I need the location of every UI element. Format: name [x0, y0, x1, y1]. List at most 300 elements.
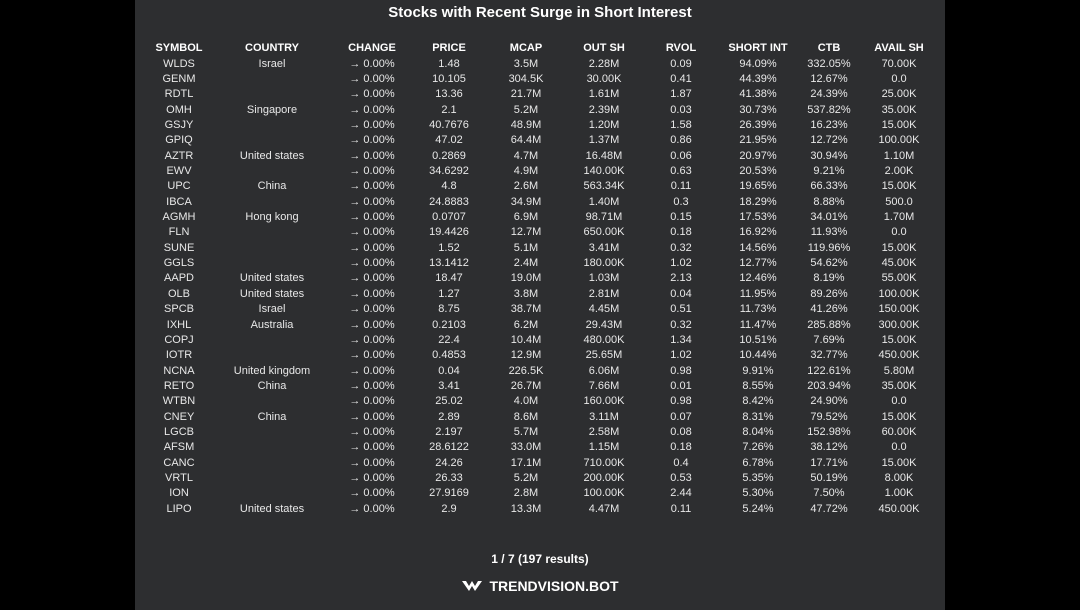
cell-avail-sh: 100.00K — [878, 134, 920, 147]
cell-change: → 0.00% — [349, 57, 395, 70]
cell-price: 2.197 — [435, 425, 463, 438]
cell-price: 3.41 — [438, 379, 460, 392]
cell-change: → 0.00% — [349, 73, 395, 86]
cell-avail-sh: 1.10M — [883, 149, 915, 162]
cell-ctb: 50.19% — [810, 471, 848, 484]
cell-mcap: 2.8M — [513, 487, 539, 500]
cell-price: 25.02 — [435, 395, 463, 408]
cell-ctb: 16.23% — [810, 119, 848, 132]
table-row[interactable] — [145, 455, 935, 470]
cell-change: → 0.00% — [349, 165, 395, 178]
cell-price: 34.6292 — [429, 165, 469, 178]
cell-symbol: COPJ — [164, 333, 194, 346]
cell-ctb: 17.71% — [810, 456, 848, 469]
cell-country — [213, 87, 331, 102]
column-header-ctb[interactable]: CTB — [817, 42, 841, 54]
cell-country — [213, 71, 331, 86]
cell-avail-sh: 45.00K — [881, 257, 917, 270]
cell-short-int: 11.95% — [739, 287, 777, 300]
cell-price: 1.27 — [438, 287, 460, 300]
cell-short-int: 16.92% — [739, 226, 777, 239]
cell-avail-sh: 35.00K — [881, 103, 917, 116]
cell-short-int: 11.47% — [739, 318, 777, 331]
column-header-mcap[interactable]: MCAP — [509, 42, 543, 54]
cell-avail-sh: 100.00K — [878, 287, 920, 300]
cell-change: → 0.00% — [349, 395, 395, 408]
cell-mcap: 6.2M — [513, 318, 539, 331]
cell-out-sh: 3.11M — [589, 410, 619, 423]
cell-rvol: 0.98 — [670, 395, 692, 408]
table-row[interactable] — [145, 71, 935, 86]
cell-out-sh: 7.66M — [588, 379, 620, 392]
column-header-price[interactable]: PRICE — [432, 42, 466, 54]
cell-avail-sh: 0.0 — [891, 395, 907, 408]
cell-rvol: 0.04 — [670, 287, 692, 300]
cell-short-int: 7.26% — [742, 441, 774, 454]
cell-country: United states — [239, 502, 305, 515]
column-header-avail-sh[interactable]: AVAIL SH — [874, 42, 924, 54]
cell-change: → 0.00% — [349, 471, 395, 484]
stocks-table — [145, 40, 935, 516]
table-row[interactable] — [145, 501, 935, 516]
cell-change: → 0.00% — [349, 287, 395, 300]
cell-short-int: 8.31% — [742, 410, 774, 423]
cell-out-sh: 1.61M — [588, 88, 620, 101]
cell-avail-sh: 0.0 — [891, 73, 907, 86]
cell-rvol: 1.87 — [670, 88, 692, 101]
cell-ctb: 24.39% — [810, 88, 848, 101]
cell-mcap: 26.7M — [510, 379, 542, 392]
cell-short-int: 6.78% — [742, 456, 774, 469]
cell-short-int: 12.46% — [739, 272, 777, 285]
cell-avail-sh: 15.00K — [881, 456, 917, 469]
cell-out-sh: 1.37M — [588, 134, 620, 147]
cell-ctb: 47.72% — [810, 502, 848, 515]
cell-short-int: 30.73% — [739, 103, 777, 116]
table-row[interactable] — [145, 317, 935, 332]
cell-short-int: 8.55% — [742, 379, 774, 392]
page-title: Stocks with Recent Surge in Short Interest — [388, 4, 692, 21]
cell-country: Israel — [258, 303, 286, 316]
cell-symbol: LIPO — [166, 502, 192, 515]
cell-rvol: 1.58 — [670, 119, 692, 132]
cell-change: → 0.00% — [349, 410, 395, 423]
cell-symbol: SUNE — [163, 241, 195, 254]
table-row[interactable] — [145, 409, 935, 424]
cell-country: China — [257, 379, 287, 392]
cell-price: 47.02 — [435, 134, 463, 147]
cell-avail-sh: 15.00K — [881, 241, 917, 254]
table-row[interactable] — [145, 209, 935, 224]
cell-symbol: NCNA — [163, 364, 195, 377]
cell-avail-sh: 60.00K — [881, 425, 917, 438]
cell-price: 1.52 — [438, 241, 460, 254]
cell-avail-sh: 15.00K — [881, 119, 917, 132]
cell-country — [213, 486, 331, 501]
cell-rvol: 0.32 — [670, 241, 692, 254]
cell-country: China — [257, 410, 287, 423]
cell-avail-sh: 15.00K — [881, 180, 917, 193]
cell-short-int: 14.56% — [739, 241, 777, 254]
cell-symbol: EWV — [166, 165, 192, 178]
cell-price: 28.6122 — [429, 441, 469, 454]
cell-avail-sh: 55.00K — [881, 272, 917, 285]
table-row[interactable] — [145, 255, 935, 270]
cell-short-int: 8.42% — [742, 395, 774, 408]
table-row[interactable] — [145, 486, 935, 501]
cell-symbol: ION — [169, 487, 189, 500]
cell-short-int: 11.73% — [739, 303, 777, 316]
cell-change: → 0.00% — [349, 103, 395, 116]
cell-symbol: FLN — [168, 226, 190, 239]
cell-rvol: 1.34 — [670, 333, 692, 346]
cell-change: → 0.00% — [349, 349, 395, 362]
cell-mcap: 2.6M — [513, 180, 539, 193]
table-row[interactable] — [145, 271, 935, 286]
cell-symbol: GGLS — [163, 257, 195, 270]
cell-mcap: 21.7M — [510, 88, 542, 101]
cell-ctb: 79.52% — [810, 410, 848, 423]
cell-country — [213, 394, 331, 409]
table-row[interactable] — [145, 286, 935, 301]
cell-ctb: 332.05% — [807, 57, 851, 70]
cell-rvol: 0.15 — [670, 211, 692, 224]
cell-mcap: 19.0M — [510, 272, 542, 285]
cell-rvol: 0.11 — [670, 180, 692, 193]
cell-out-sh: 2.58M — [588, 425, 620, 438]
cell-rvol: 0.86 — [670, 134, 692, 147]
cell-rvol: 0.63 — [670, 165, 692, 178]
cell-out-sh: 650.00K — [583, 226, 625, 239]
cell-rvol: 0.06 — [670, 149, 692, 162]
cell-rvol: 0.03 — [670, 103, 692, 116]
cell-out-sh: 30.00K — [586, 73, 622, 86]
cell-country: Australia — [250, 318, 294, 331]
table-row[interactable] — [145, 378, 935, 393]
table-row[interactable] — [145, 225, 935, 240]
cell-mcap: 4.9M — [513, 165, 539, 178]
pagination-status: 1 / 7 (197 results) — [491, 552, 589, 566]
table-row[interactable] — [145, 424, 935, 439]
cell-mcap: 4.0M — [513, 395, 539, 408]
table-row[interactable] — [145, 394, 935, 409]
cell-mcap: 33.0M — [510, 441, 542, 454]
cell-change: → 0.00% — [349, 241, 395, 254]
cell-avail-sh: 450.00K — [878, 349, 920, 362]
cell-symbol: AZTR — [164, 149, 194, 162]
cell-mcap: 2.4M — [513, 257, 539, 270]
cell-out-sh: 2.81M — [588, 287, 620, 300]
cell-avail-sh: 35.00K — [881, 379, 917, 392]
column-header-country[interactable]: COUNTRY — [245, 42, 299, 54]
cell-country — [213, 440, 331, 455]
cell-mcap: 12.7M — [510, 226, 542, 239]
cell-short-int: 10.44% — [739, 349, 777, 362]
cell-country: Singapore — [246, 103, 298, 116]
cell-ctb: 30.94% — [810, 149, 848, 162]
cell-change: → 0.00% — [349, 425, 395, 438]
cell-out-sh: 1.15M — [588, 441, 620, 454]
cell-price: 24.8883 — [429, 195, 469, 208]
cell-symbol: AGMH — [162, 211, 196, 224]
cell-change: → 0.00% — [349, 441, 395, 454]
cell-ctb: 66.33% — [810, 180, 848, 193]
cell-avail-sh: 450.00K — [878, 502, 920, 515]
column-header-change[interactable]: CHANGE — [348, 42, 396, 54]
cell-change: → 0.00% — [349, 272, 395, 285]
table-row[interactable] — [145, 363, 935, 378]
table-row[interactable] — [145, 87, 935, 102]
cell-avail-sh: 25.00K — [881, 88, 917, 101]
table-row[interactable] — [145, 56, 935, 71]
cell-mcap: 304.5K — [508, 73, 544, 86]
cell-change: → 0.00% — [349, 333, 395, 346]
cell-symbol: IBCA — [166, 195, 192, 208]
cell-short-int: 21.95% — [739, 134, 777, 147]
cell-symbol: SPCB — [164, 303, 194, 316]
cell-change: → 0.00% — [349, 303, 395, 316]
cell-rvol: 0.08 — [670, 425, 692, 438]
cell-avail-sh: 15.00K — [881, 410, 917, 423]
cell-change: → 0.00% — [349, 456, 395, 469]
cell-mcap: 64.4M — [510, 134, 542, 147]
cell-symbol: VRTL — [165, 471, 193, 484]
cell-country — [213, 424, 331, 439]
cell-ctb: 38.12% — [810, 441, 848, 454]
table-row[interactable] — [145, 240, 935, 255]
cell-rvol: 0.51 — [670, 303, 692, 316]
cell-change: → 0.00% — [349, 318, 395, 331]
table-row[interactable] — [145, 440, 935, 455]
cell-avail-sh: 15.00K — [881, 333, 917, 346]
cell-country: United states — [239, 149, 305, 162]
cell-price: 26.33 — [435, 471, 463, 484]
cell-out-sh: 4.45M — [588, 303, 620, 316]
cell-out-sh: 2.28M — [588, 57, 620, 70]
cell-country — [213, 332, 331, 347]
column-header-symbol[interactable]: SYMBOL — [155, 42, 203, 54]
cell-out-sh: 710.00K — [583, 456, 625, 469]
column-header-out-sh[interactable]: OUT SH — [583, 42, 625, 54]
cell-avail-sh: 150.00K — [878, 303, 920, 316]
cell-price: 27.9169 — [429, 487, 469, 500]
cell-ctb: 8.88% — [813, 195, 845, 208]
table-row[interactable] — [145, 148, 935, 163]
cell-out-sh: 2.39M — [588, 103, 620, 116]
table-row[interactable] — [145, 102, 935, 117]
cell-price: 0.2869 — [432, 149, 466, 162]
cell-mcap: 13.3M — [510, 502, 542, 515]
cell-rvol: 0.18 — [670, 441, 692, 454]
cell-rvol: 0.07 — [670, 410, 692, 423]
column-header-short-int[interactable]: SHORT INT — [728, 42, 788, 54]
cell-out-sh: 160.00K — [583, 395, 625, 408]
cell-change: → 0.00% — [349, 88, 395, 101]
cell-out-sh: 480.00K — [583, 333, 625, 346]
cell-short-int: 41.38% — [739, 88, 777, 101]
cell-change: → 0.00% — [349, 487, 395, 500]
cell-country — [213, 133, 331, 148]
cell-price: 2.1 — [441, 103, 457, 116]
cell-mcap: 38.7M — [510, 303, 542, 316]
table-row[interactable] — [145, 332, 935, 347]
cell-symbol: AFSM — [163, 441, 195, 454]
cell-rvol: 0.01 — [670, 379, 692, 392]
cell-rvol: 2.13 — [670, 272, 692, 285]
cell-short-int: 44.39% — [739, 73, 777, 86]
cell-short-int: 20.97% — [739, 149, 777, 162]
cell-mcap: 5.2M — [513, 471, 539, 484]
cell-ctb: 41.26% — [810, 303, 848, 316]
cell-symbol: IXHL — [166, 318, 192, 331]
column-header-rvol[interactable]: RVOL — [665, 42, 697, 54]
cell-ctb: 9.21% — [813, 165, 845, 178]
cell-mcap: 10.4M — [510, 333, 542, 346]
cell-rvol: 0.32 — [670, 318, 692, 331]
cell-price: 0.2103 — [432, 318, 466, 331]
cell-symbol: AAPD — [164, 272, 194, 285]
cell-symbol: OLB — [167, 287, 190, 300]
cell-mcap: 5.1M — [513, 241, 539, 254]
cell-ctb: 12.72% — [810, 134, 848, 147]
cell-symbol: GENM — [162, 73, 196, 86]
cell-out-sh: 100.00K — [583, 487, 625, 500]
cell-rvol: 1.02 — [670, 257, 692, 270]
cell-rvol: 0.4 — [673, 456, 689, 469]
brand-name: TRENDVISION.BOT — [489, 578, 619, 594]
cell-short-int: 20.53% — [739, 165, 777, 178]
cell-change: → 0.00% — [349, 149, 395, 162]
cell-out-sh: 16.48M — [585, 149, 623, 162]
cell-price: 2.89 — [438, 410, 460, 423]
cell-ctb: 89.26% — [810, 287, 848, 300]
table-header-row — [145, 40, 935, 56]
cell-change: → 0.00% — [349, 119, 395, 132]
cell-out-sh: 29.43M — [585, 318, 623, 331]
cell-avail-sh: 5.80M — [883, 364, 915, 377]
cell-out-sh: 180.00K — [583, 257, 625, 270]
cell-ctb: 8.19% — [813, 272, 845, 285]
cell-rvol: 0.18 — [670, 226, 692, 239]
cell-ctb: 54.62% — [810, 257, 848, 270]
cell-rvol: 0.3 — [673, 195, 689, 208]
cell-avail-sh: 1.00K — [884, 487, 914, 500]
cell-price: 10.105 — [432, 73, 466, 86]
cell-mcap: 5.7M — [513, 425, 539, 438]
cell-price: 19.4426 — [429, 226, 469, 239]
cell-short-int: 5.35% — [742, 471, 774, 484]
cell-rvol: 0.09 — [670, 57, 692, 70]
cell-out-sh: 140.00K — [583, 165, 625, 178]
cell-country: United kingdom — [233, 364, 311, 377]
cell-avail-sh: 300.00K — [878, 318, 920, 331]
cell-change: → 0.00% — [349, 211, 395, 224]
table-row[interactable] — [145, 179, 935, 194]
cell-ctb: 119.96% — [807, 241, 851, 254]
cell-mcap: 226.5K — [508, 364, 544, 377]
cell-short-int: 8.04% — [742, 425, 774, 438]
cell-symbol: RETO — [163, 379, 195, 392]
cell-price: 2.9 — [441, 502, 457, 515]
cell-short-int: 18.29% — [739, 195, 777, 208]
cell-change: → 0.00% — [349, 364, 395, 377]
cell-out-sh: 4.47M — [588, 502, 620, 515]
cell-change: → 0.00% — [349, 257, 395, 270]
cell-country — [213, 348, 331, 363]
cell-change: → 0.00% — [349, 502, 395, 515]
cell-avail-sh: 1.70M — [883, 211, 915, 224]
table-body — [145, 56, 935, 516]
cell-mcap: 5.2M — [513, 103, 539, 116]
cell-mcap: 3.8M — [513, 287, 539, 300]
cell-short-int: 12.77% — [739, 257, 777, 270]
cell-ctb: 7.69% — [813, 333, 845, 346]
table-row[interactable] — [145, 194, 935, 209]
cell-country — [213, 455, 331, 470]
table-row[interactable] — [145, 117, 935, 132]
table-row[interactable] — [145, 348, 935, 363]
cell-price: 24.26 — [435, 456, 463, 469]
cell-short-int: 5.24% — [742, 502, 774, 515]
table-row[interactable] — [145, 163, 935, 178]
table-row[interactable] — [145, 470, 935, 485]
cell-mcap: 8.6M — [513, 410, 539, 423]
cell-symbol: CNEY — [163, 410, 195, 423]
cell-change: → 0.00% — [349, 226, 395, 239]
cell-avail-sh: 2.00K — [884, 165, 914, 178]
cell-avail-sh: 0.0 — [891, 441, 907, 454]
cell-ctb: 203.94% — [807, 379, 851, 392]
cell-country — [213, 240, 331, 255]
cell-mcap: 4.7M — [513, 149, 539, 162]
table-row[interactable] — [145, 302, 935, 317]
cell-rvol: 0.11 — [670, 502, 692, 515]
cell-country: China — [257, 180, 287, 193]
cell-country — [213, 117, 331, 132]
cell-country — [213, 163, 331, 178]
cell-country: United states — [239, 272, 305, 285]
cell-price: 0.0707 — [432, 211, 466, 224]
cell-rvol: 2.44 — [670, 487, 692, 500]
cell-ctb: 152.98% — [807, 425, 851, 438]
cell-symbol: CANC — [163, 456, 195, 469]
table-row[interactable] — [145, 133, 935, 148]
cell-short-int: 19.65% — [739, 180, 777, 193]
cell-country — [213, 470, 331, 485]
cell-country: Israel — [258, 57, 286, 70]
cell-rvol: 1.02 — [670, 349, 692, 362]
cell-short-int: 94.09% — [739, 57, 777, 70]
cell-price: 0.4853 — [432, 349, 466, 362]
cell-ctb: 32.77% — [810, 349, 848, 362]
cell-price: 13.36 — [435, 88, 463, 101]
cell-out-sh: 200.00K — [583, 471, 625, 484]
cell-change: → 0.00% — [349, 134, 395, 147]
cell-symbol: RDTL — [164, 88, 194, 101]
cell-country — [213, 255, 331, 270]
cell-ctb: 285.88% — [807, 318, 851, 331]
cell-symbol: LGCB — [164, 425, 194, 438]
cell-out-sh: 1.40M — [588, 195, 620, 208]
cell-price: 8.75 — [438, 303, 460, 316]
cell-symbol: WLDS — [163, 57, 195, 70]
cell-country: United states — [239, 287, 305, 300]
cell-out-sh: 25.65M — [585, 349, 623, 362]
cell-price: 1.48 — [438, 57, 460, 70]
cell-short-int: 9.91% — [742, 364, 774, 377]
trendvision-logo-icon — [461, 579, 483, 593]
cell-symbol: GPIQ — [165, 134, 193, 147]
